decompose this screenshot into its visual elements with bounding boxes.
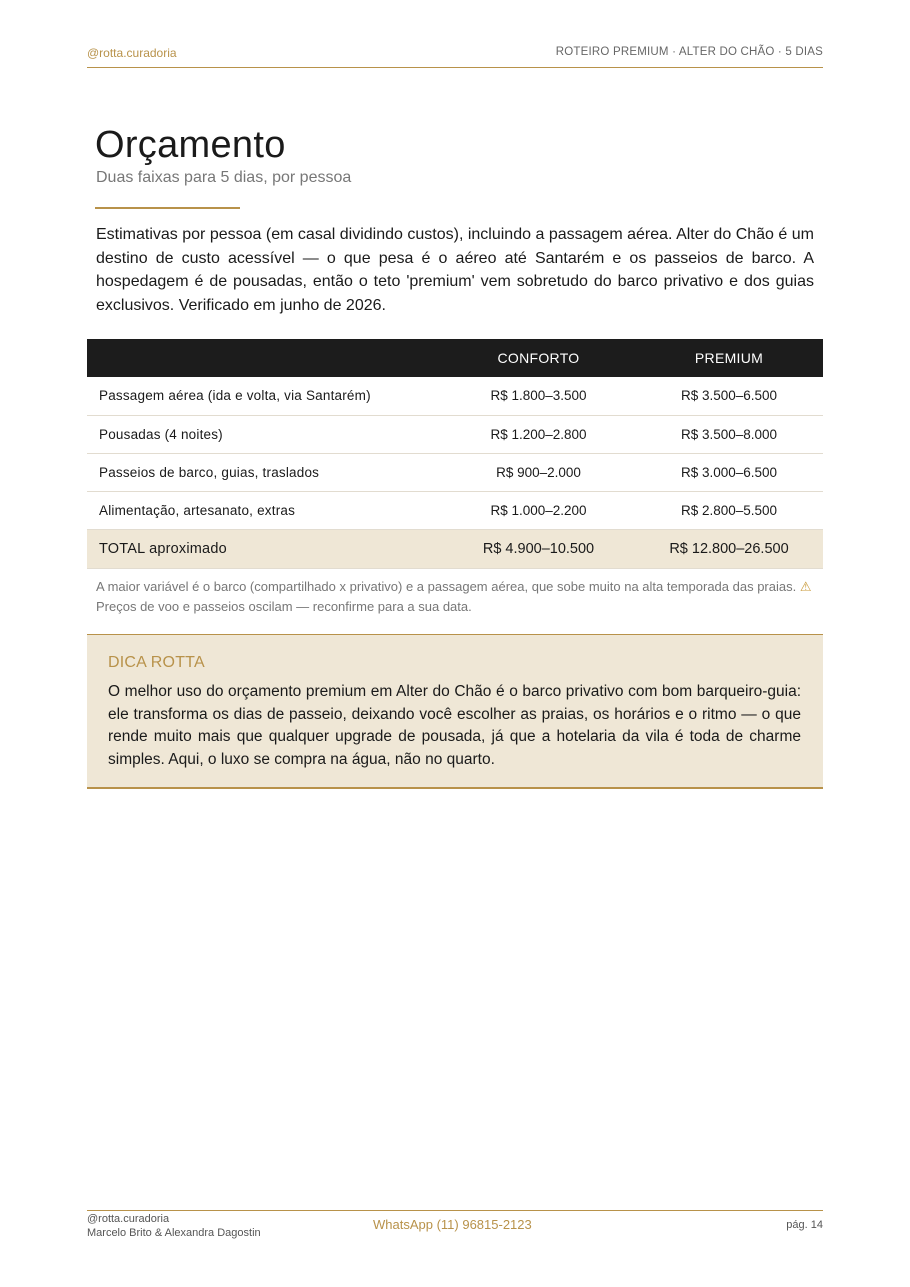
title-divider — [95, 207, 240, 209]
row-label: Pousadas (4 noites) — [87, 415, 442, 453]
header-brand: @rotta.curadoria — [87, 46, 177, 60]
warning-icon: ⚠ — [799, 579, 812, 594]
page-title: Orçamento — [95, 124, 286, 166]
total-premium-value: R$ 12.800–26.500 — [635, 529, 823, 568]
table-total-row — [87, 529, 823, 568]
intro-paragraph: Estimativas por pessoa (em casal dividindo custos), incluindo a passagem aérea. Alter do Chão é um destino de custo acessível — o que pesa é o aéreo até Santarém e os passeios de barco. A hospedagem é de pousadas, então o teto 'premium' vem sobretudo do barco privativo e dos guias exclusivos. Verificado em junho de 2026. — [96, 226, 814, 314]
header-cell-label — [87, 339, 442, 377]
tip-title: DICA ROTTA — [108, 654, 205, 671]
note-warning-text: Preços de voo e passeios oscilam — reconfirme para a sua data. — [96, 599, 472, 614]
premium-value: R$ 3.500–6.500 — [635, 377, 823, 415]
footer-brand: @rotta.curadoria — [87, 1213, 170, 1225]
tip-text: O melhor uso do orçamento premium em Alter do Chão é o barco privativo com bom barqueiro-guia: ele transforma os dias de passeio, deixando você escolher as praias, os horários e o ritmo — o que rende muito mais que qualquer upgrade de pousada, já que a hotelaria da vila é toda de charme simples. Aqui, o luxo se compra na água, não no quarto. — [108, 683, 801, 768]
premium-value: R$ 2.800–5.500 — [635, 491, 823, 529]
table-row — [87, 415, 823, 453]
table-header-row — [87, 339, 823, 377]
table-row — [87, 491, 823, 529]
tip-callout — [87, 634, 823, 789]
conforto-value: R$ 1.000–2.200 — [442, 491, 635, 529]
footer-authors: Marcelo Brito & Alexandra Dagostin — [87, 1227, 261, 1239]
premium-value: R$ 3.000–6.500 — [635, 453, 823, 491]
header-document-title: ROTEIRO PREMIUM · ALTER DO CHÃO · 5 DIAS — [555, 46, 823, 58]
table-row — [87, 377, 823, 415]
row-label: Alimentação, artesanato, extras — [87, 491, 442, 529]
conforto-value: R$ 1.800–3.500 — [442, 377, 635, 415]
row-label: Passagem aérea (ida e volta, via Santarém) — [87, 377, 442, 415]
table-row — [87, 453, 823, 491]
conforto-value: R$ 900–2.000 — [442, 453, 635, 491]
footer-whatsapp-link[interactable]: WhatsApp (11) 96815-2123 — [373, 1217, 532, 1232]
header-cell-premium: PREMIUM — [635, 339, 823, 377]
page-subtitle: Duas faixas para 5 dias, por pessoa — [96, 169, 352, 186]
total-conforto-value: R$ 4.900–10.500 — [442, 529, 635, 568]
page-header — [87, 46, 823, 68]
row-label: Passeios de barco, guias, traslados — [87, 453, 442, 491]
page-footer — [87, 1210, 823, 1244]
page-number: pág. 14 — [786, 1219, 823, 1231]
premium-value: R$ 3.500–8.000 — [635, 415, 823, 453]
conforto-value: R$ 1.200–2.800 — [442, 415, 635, 453]
note-text: A maior variável é o barco (compartilhado x privativo) e a passagem aérea, que sobe muito na alta temporada das praias. — [96, 579, 800, 594]
budget-table — [87, 339, 823, 569]
budget-note — [96, 577, 814, 617]
header-cell-conforto: CONFORTO — [442, 339, 635, 377]
total-label: TOTAL aproximado — [87, 529, 442, 568]
